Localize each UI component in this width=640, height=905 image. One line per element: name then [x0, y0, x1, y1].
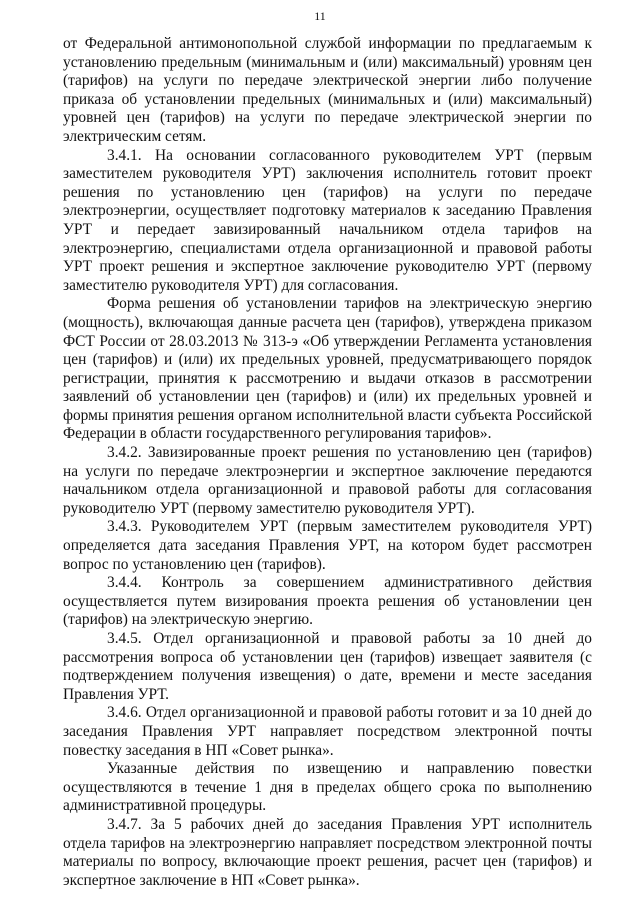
paragraph-continuation: от Федеральной антимонопольной службой информации по предлагаемым к установлению предельным (минимальным и (или) максимальный) уровням цен (тарифов) на услуги по передаче электрической энергии либо получение приказа об установлении предельных (минимальных и (или) максимальный) уровней цен (тарифов) на услуги по передаче электрической энергии по электрическим сетям. — [63, 35, 592, 145]
paragraph-3-4-5: 3.4.5. Отдел организационной и правовой работы за 10 дней до рассмотрения вопроса об установлении цен (тарифов) извещает заявителя (с подтверждением получения извещения) о дате, времени и месте заседания Правления УРТ. — [63, 630, 592, 703]
paragraph-3-4-2: 3.4.2. Завизированные проект решения по установлению цен (тарифов) на услуги по передаче электроэнергии и экспертное заключение передаются начальником отдела организационной и правовой работы для согласования руководителю УРТ (первому заместителю руководителя УРТ). — [63, 444, 592, 517]
paragraph-3-4-6: 3.4.6. Отдел организационной и правовой работы готовит и за 10 дней до заседания Правления УРТ направляет посредством электронной почты повестку заседания в НП «Совет рынка». — [63, 704, 592, 759]
page-number: 11 — [314, 9, 326, 23]
document-body — [63, 35, 592, 890]
paragraph-3-4-7: 3.4.7. За 5 рабочих дней до заседания Правления УРТ исполнитель отдела тарифов на электроэнергию направляет посредством электронной почты материалы по вопросу, включающие проект решения, расчет цен (тарифов) и экспертное заключение в НП «Совет рынка». — [63, 815, 592, 889]
paragraph-3-4-4: 3.4.4. Контроль за совершением административного действия осуществляется путем визирования проекта решения об установлении цен (тарифов) на электрическую энергию. — [63, 574, 592, 629]
paragraph-3-4-3: 3.4.3. Руководителем УРТ (первым заместителем руководителя УРТ) определяется дата заседания Правления УРТ, на котором будет рассмотрен вопрос по установлению цен (тарифов). — [63, 518, 592, 573]
paragraph-3-4-1: 3.4.1. На основании согласованного руководителем УРТ (первым заместителем руководителя УРТ) заключения исполнитель готовит проект решения по установлению цен (тарифов) на услуги по передаче электроэнергии, осуществляет подготовку материалов к заседанию Правления УРТ и передает завизированный начальником отдела тарифов на электроэнергию, специалистами отдела организационной и правовой работы УРТ проект решения и экспертное заключение руководителю УРТ (первому заместителю руководителя УРТ) для согласования. — [63, 146, 592, 294]
paragraph-decision-form: Форма решения об установлении тарифов на электрическую энергию (мощность), включающая данные расчета цен (тарифов), утверждена приказом ФСТ России от 28.03.2013 № 313-э «Об утверждении Регламента установления цен (тарифов) и (или) их предельных уровней, предусматривающего порядок регистрации, принятия к рассмотрению и выдачи отказов в рассмотрении заявлений об установлении цен (тарифов) и (или) их предельных уровней и формы принятия решения органом исполнительной власти субъекта Российской Федерации в области государственного регулирования тарифов». — [63, 295, 592, 443]
paragraph-notification-actions: Указанные действия по извещению и направлению повестки осуществляются в течение 1 дня в пределах общего срока по выполнению административной процедуры. — [63, 760, 592, 815]
